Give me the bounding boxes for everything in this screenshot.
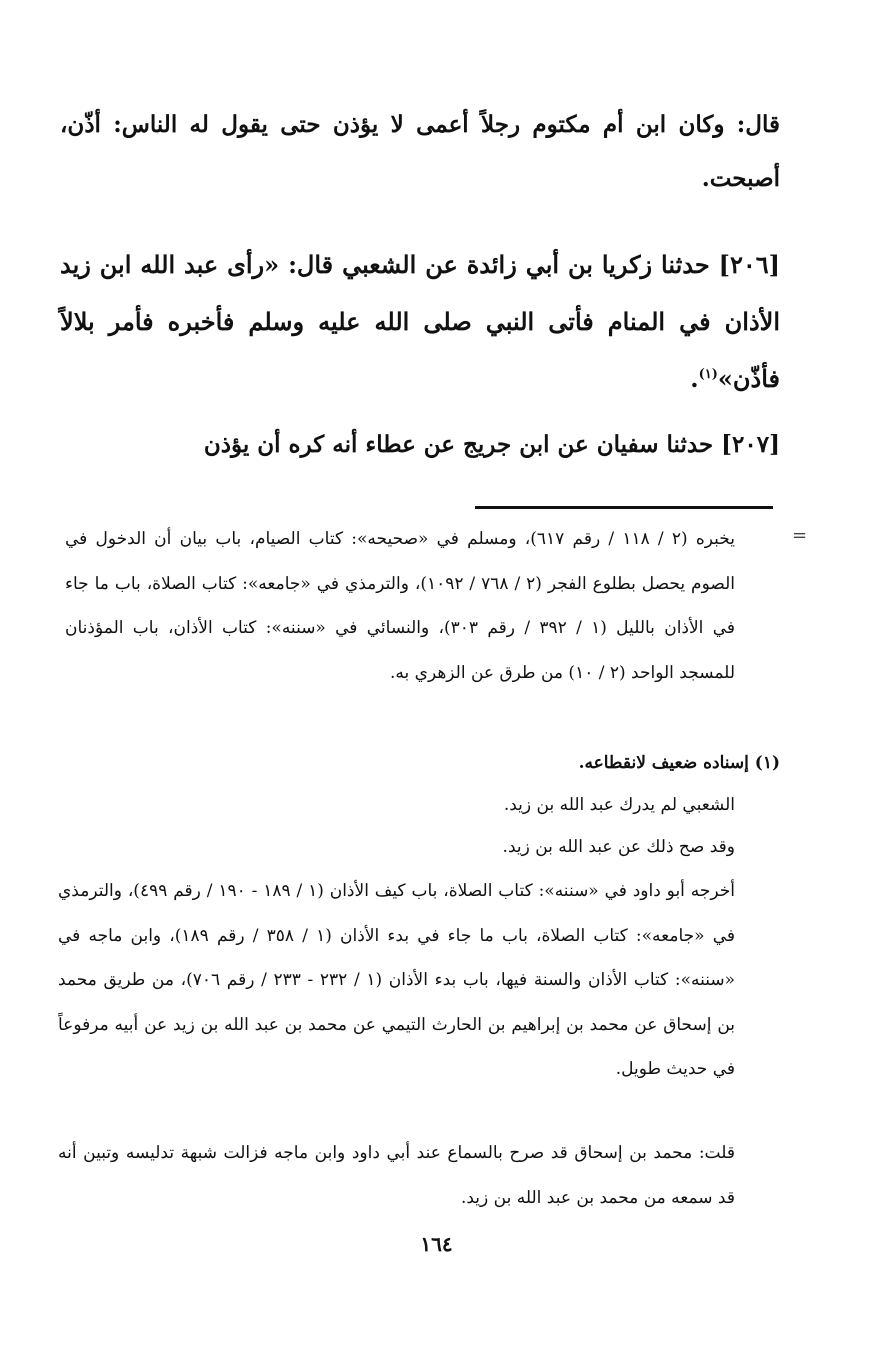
paragraph-continuation: قال: وكان ابن أم مكتوم رجلاً أعمى لا يؤذن حتى يقول له الناس: أذّن، أصبحت. (60, 111, 780, 192)
hadith-206 (60, 236, 780, 407)
footnote-continuation-mark: = (792, 525, 808, 546)
footnote-separator (475, 506, 773, 509)
footnote-1-comment: قلت: محمد بن إسحاق قد صرح بالسماع عند أبي داود وابن ماجه فزالت شبهة تدليسه وتبين أنه قد سمعه من محمد بن عبد الله بن زيد. (58, 1143, 735, 1208)
footnote-1-heading: (١) إسناده ضعيف لانقطاعه. (578, 753, 780, 773)
footnote-continuation: يخبره (٢ / ١١٨ / رقم ٦١٧)، ومسلم في «صحيحه»: كتاب الصيام، باب بيان أن الدخول في الصوم يحصل بطلوع الفجر (٢ / ٧٦٨ / ١٠٩٢)، والترمذي في «جامعه»: كتاب الصلاة، باب ما جاء في الأذان بالليل (١ / ٣٩٢ / رقم ٣٠٣)، والنسائي في «سننه»: كتاب الأذان، باب المؤذنان للمسجد الواحد (٢ / ١٠) من طرق عن الزهري به. (65, 529, 736, 683)
hadith-206-end: . (690, 364, 699, 393)
footnote-1-line-a: الشعبي لم يدرك عبد الله بن زيد. (503, 795, 735, 815)
hadith-207: [٢٠٧] حدثنا سفيان عن ابن جريج عن عطاء أنه كره أن يؤذن (203, 431, 780, 458)
footnote-ref-1[interactable]: (١) (698, 367, 718, 382)
footnote-1-line-b: وقد صح ذلك عن عبد الله بن زيد. (502, 837, 735, 857)
hadith-206-text: [٢٠٦] حدثنا زكريا بن أبي زائدة عن الشعبي قال: «رأى عبد الله ابن زيد الأذان في المنام فأتى النبي صلى الله عليه وسلم فأخبره فأمر بلالاً فأذّن» (60, 250, 780, 393)
page-number: ١٦٤ (420, 1232, 453, 1256)
footnote-1-takhrij: أخرجه أبو داود في «سننه»: كتاب الصلاة، باب كيف الأذان (١ / ١٨٩ - ١٩٠ / رقم ٤٩٩)، والترمذي في «جامعه»: كتاب الصلاة، باب ما جاء في بدء الأذان (١ / ٣٥٨ / رقم ١٨٩)، وابن ماجه في «سننه»: كتاب الأذان والسنة فيها، باب بدء الأذان (١ / ٢٣٢ - ٢٣٣ / رقم ٧٠٦)، من طريق محمد بن إسحاق عن محمد بن إبراهيم بن الحارث التيمي عن محمد بن عبد الله بن زيد عن أبيه مرفوعاً في حديث طويل. (58, 881, 736, 1079)
